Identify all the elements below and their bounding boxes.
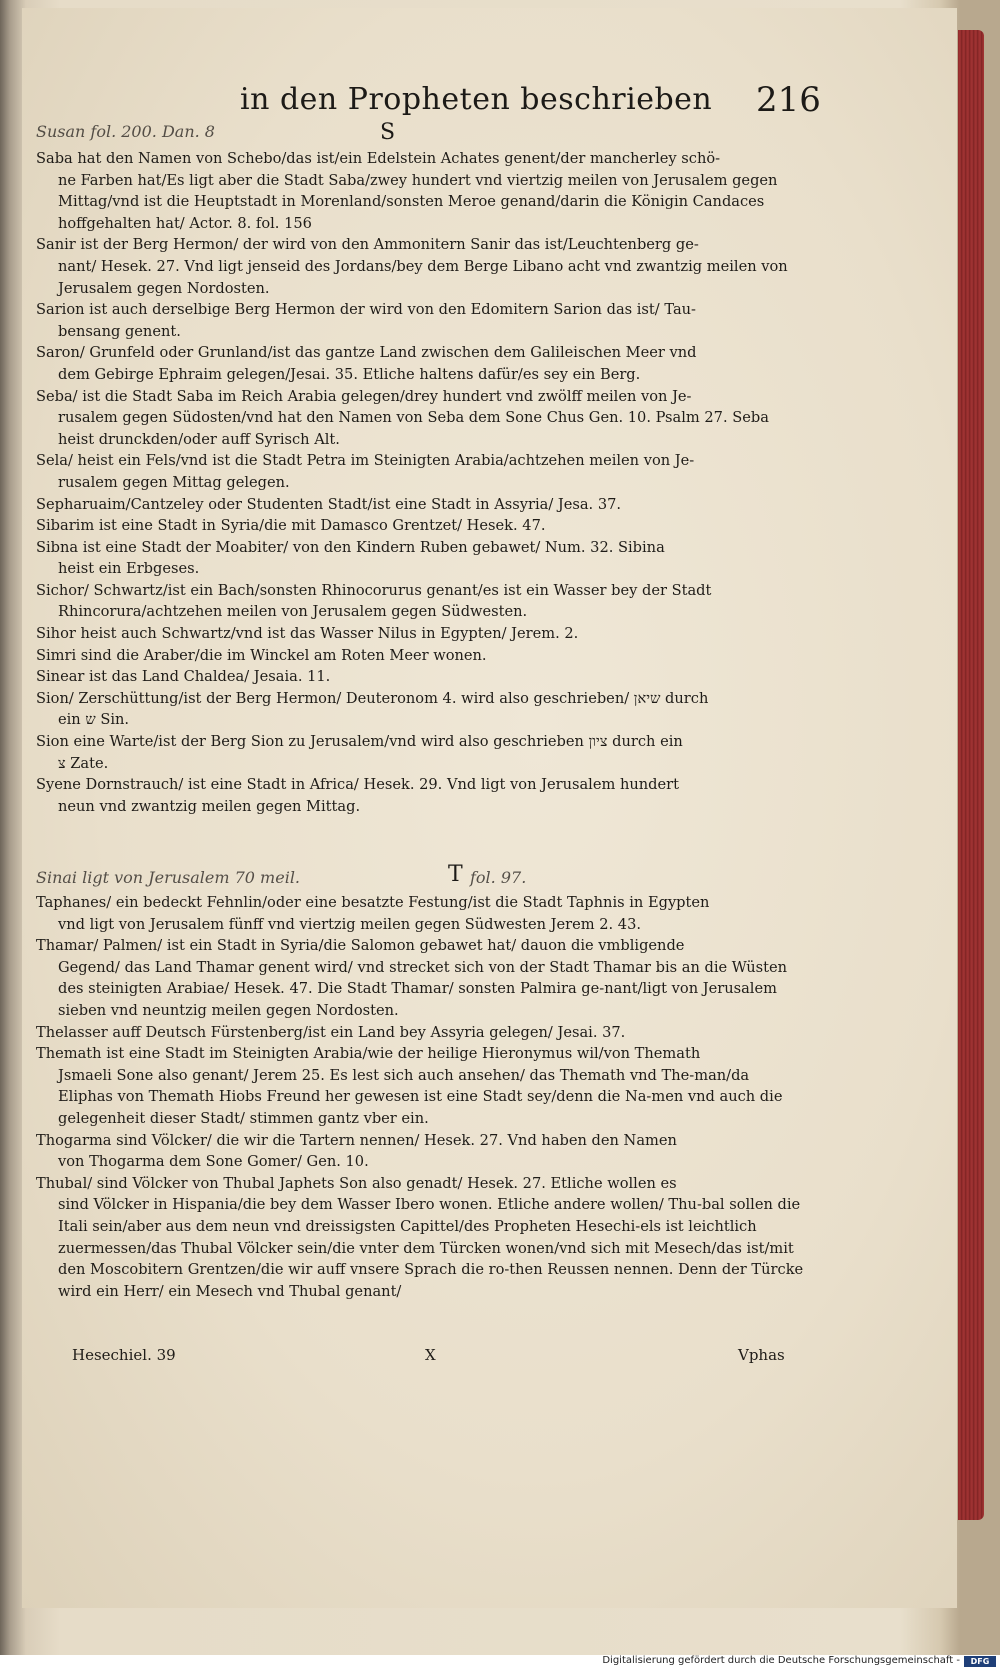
page-header: [240, 80, 821, 132]
entry-continuation: bensang genent.: [58, 322, 181, 340]
entry-first-line: Seba/ ist die Stadt Saba im Reich Arabia gelegen/drey hundert vnd zwölff meilen von Je-: [36, 387, 692, 405]
page-edge: [958, 30, 984, 1520]
signature-left: Hesechiel. 39: [72, 1346, 176, 1364]
entry-first-line: Syene Dornstrauch/ ist eine Stadt in Africa/ Hesek. 29. Vnd ligt von Jerusalem hundert: [36, 776, 679, 794]
entry-first-line: Thogarma sind Völcker/ die wir die Tartern nennen/ Hesek. 27. Vnd haben den Namen: [36, 1131, 677, 1149]
entry-continuation: neun vnd zwantzig meilen gegen Mittag.: [58, 797, 361, 815]
entry-first-line: Saron/ Grunfeld oder Grunland/ist das gantze Land zwischen dem Galileischen Meer vnd: [36, 344, 697, 362]
entry-continuation: dem Gebirge Ephraim gelegen/Jesai. 35. Etliche haltens dafür/es sey ein Berg.: [58, 365, 641, 383]
entry-continuation: sind Völcker in Hispania/die bey dem Wasser Ibero wonen. Etliche andere wollen/ Thu-bal sollen die Itali sein/aber aus dem neun vnd dreissigsten Capittel/des Propheten Hesechi-els ist leichtlich zuermessen/das Thubal Völcker sein/die vnter dem Türcken wonen/vnd sich mit Mesech/das ist/mit den Moscobitern Grentzen/die wir auff vnsere Sprach die ro-then Reussen nennen. Denn der Türcke wird ein Herr/ ein Mesech vnd Thubal genant/: [58, 1196, 804, 1300]
entry: [36, 515, 806, 537]
entry-first-line: Thubal/ sind Völcker von Thubal Japhets Son also genadt/ Hesek. 27. Etliche wollen es: [36, 1174, 677, 1192]
entry: [36, 935, 806, 1021]
entry: [36, 148, 806, 234]
entry: [36, 234, 806, 299]
entry: [36, 688, 806, 731]
entry-first-line: Sepharuaim/Cantzeley oder Studenten Stadt/ist eine Stadt in Assyria/ Jesa. 37.: [36, 495, 622, 513]
entry-continuation: rusalem gegen Südosten/vnd hat den Namen von Seba dem Sone Chus Gen. 10. Psalm 27. Seba heist drunckden/oder auff Syrisch Alt.: [58, 409, 769, 448]
entry: [36, 731, 806, 774]
footer-credit: Digitalisierung gefördert durch die Deutsche Forschungsgemeinschaft -: [602, 1655, 960, 1666]
handwritten-note-t-right: fol. 97.: [470, 868, 527, 887]
entry: [36, 386, 806, 451]
signature-mark: X: [425, 1346, 436, 1364]
entry-first-line: Sinear ist das Land Chaldea/ Jesaia. 11.: [36, 668, 331, 686]
catchword: Vphas: [738, 1346, 785, 1364]
entry-continuation: ein ש Sin.: [58, 711, 130, 729]
entry-continuation: Rhincorura/achtzehen meilen von Jerusalem gegen Südwesten.: [58, 603, 528, 621]
entry-first-line: Sela/ heist ein Fels/vnd ist die Stadt Petra im Steinigten Arabia/achtzehen meilen von Je-: [36, 452, 695, 470]
entry-first-line: Sion eine Warte/ist der Berg Sion zu Jerusalem/vnd wird also geschrieben ציון durch ein: [36, 733, 683, 751]
entry-continuation: von Thogarma dem Sone Gomer/ Gen. 10.: [58, 1153, 369, 1171]
entry-first-line: Sibarim ist eine Stadt in Syria/die mit Damasco Grentzet/ Hesek. 47.: [36, 517, 546, 535]
entry: [36, 666, 806, 688]
entry-first-line: Sarion ist auch derselbige Berg Hermon der wird von den Edomitern Sarion das ist/ Tau-: [36, 301, 696, 319]
entry-continuation: rusalem gegen Mittag gelegen.: [58, 473, 290, 491]
entry: [36, 623, 806, 645]
entry: [36, 537, 806, 580]
entry-continuation: צ Zate.: [58, 754, 109, 772]
entry-continuation: heist ein Erbgeses.: [58, 560, 200, 578]
entry-first-line: Sibna ist eine Stadt der Moabiter/ von den Kindern Ruben gebawet/ Num. 32. Sibina: [36, 538, 665, 556]
footer-bar: [0, 1655, 1000, 1669]
entry: [36, 1022, 806, 1044]
entry-first-line: Sion/ Zerschüttung/ist der Berg Hermon/ Deuteronom 4. wird also geschrieben/ שיאן durch: [36, 689, 709, 707]
entry-first-line: Thelasser auff Deutsch Fürstenberg/ist ein Land bey Assyria gelegen/ Jesai. 37.: [36, 1023, 626, 1041]
entry-first-line: Sanir ist der Berg Hermon/ der wird von den Ammonitern Sanir das ist/Leuchtenberg ge-: [36, 236, 699, 254]
section-letter-t: T: [448, 862, 463, 887]
section-letter-s: S: [380, 120, 396, 145]
entry: [36, 299, 806, 342]
entry-first-line: Thamar/ Palmen/ ist ein Stadt in Syria/die Salomon gebawet hat/ dauon die vmbligende: [36, 937, 685, 955]
handwritten-note-t-left: Sinai ligt von Jerusalem 70 meil.: [36, 868, 301, 887]
entry-first-line: Themath ist eine Stadt im Steinigten Arabia/wie der heilige Hieronymus wil/von Themath: [36, 1045, 701, 1063]
entry-continuation: vnd ligt von Jerusalem fünff vnd viertzig meilen gegen Südwesten Jerem 2. 43.: [58, 915, 641, 933]
entry-continuation: nant/ Hesek. 27. Vnd ligt jenseid des Jordans/bey dem Berge Libano acht vnd zwantzig meilen von Jerusalem gegen Nordosten.: [58, 257, 788, 297]
entry-first-line: Sichor/ Schwartz/ist ein Bach/sonsten Rhinocorurus genant/es ist ein Wasser bey der Stadt: [36, 581, 712, 599]
entry: [36, 774, 806, 817]
entry-first-line: Simri sind die Araber/die im Winckel am Roten Meer wonen.: [36, 646, 487, 664]
entries-t: [36, 892, 806, 1302]
entry: [36, 1043, 806, 1129]
entry: [36, 892, 806, 935]
entry-first-line: Taphanes/ ein bedeckt Fehnlin/oder eine besatzte Festung/ist die Stadt Taphnis in Egypten: [36, 894, 710, 911]
entries-s: [36, 148, 806, 817]
entry: [36, 1130, 806, 1173]
entry-continuation: Gegend/ das Land Thamar genent wird/ vnd strecket sich von der Stadt Thamar bis an die Wüsten des steinigten Arabiae/ Hesek. 47. Die Stadt Thamar/ sonsten Palmira ge-nant/ligt von Jerusalem sieben vnd neuntzig meilen gegen Nordosten.: [58, 958, 787, 1019]
handwritten-note: Susan fol. 200. Dan. 8: [36, 122, 215, 141]
entry-first-line: Sihor heist auch Schwartz/vnd ist das Wasser Nilus in Egypten/ Jerem. 2.: [36, 625, 579, 643]
entry: [36, 494, 806, 516]
dfg-logo: DFG: [964, 1656, 996, 1667]
entry-continuation: Jsmaeli Sone also genant/ Jerem 25. Es lest sich auch ansehen/ das Themath vnd The-man/da Eliphas von Themath Hiobs Freund her gewesen ist eine Stadt sey/denn die Na-men vnd auch die gelegenheit dieser Stadt/ stimmen gantz vber ein.: [58, 1066, 783, 1127]
entry: [36, 645, 806, 667]
entry-continuation: ne Farben hat/Es ligt aber die Stadt Saba/zwey hundert vnd viertzig meilen von Jerusalem gegen Mittag/vnd ist die Heuptstadt in Morenland/sonsten Meroe genand/darin die Königin Candaces hoffgehalten hat/ Actor. 8. fol. 156: [58, 171, 778, 232]
entry: [36, 580, 806, 623]
entry: [36, 450, 806, 493]
running-head: in den Propheten beschrieben: [240, 82, 713, 117]
entry: [36, 1173, 806, 1303]
page-number: 216: [756, 80, 821, 120]
entry: [36, 342, 806, 385]
entry-first-line: Saba hat den Namen von Schebo/das ist/ein Edelstein Achates genent/der mancherley schö-: [36, 150, 721, 167]
